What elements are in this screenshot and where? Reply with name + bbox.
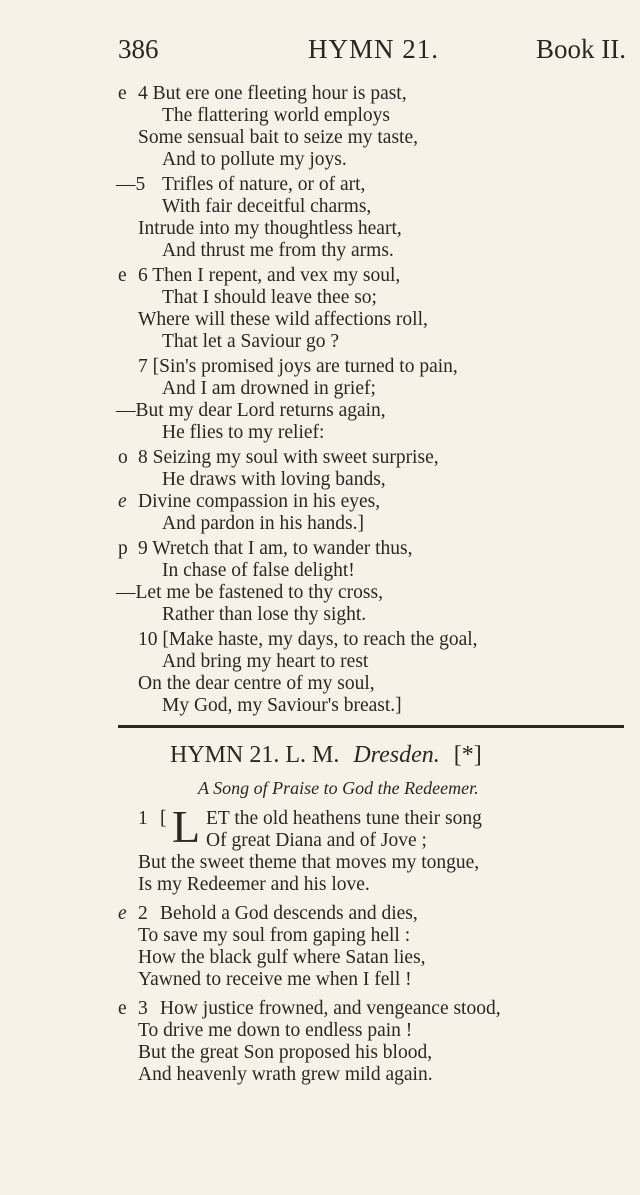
verse-line: And I am drowned in grief;	[162, 378, 376, 399]
tune-name: Dresden.	[353, 742, 440, 768]
stanza-number: 1	[138, 808, 148, 829]
verse-line: Yawned to receive me when I fell !	[138, 969, 412, 990]
stanza-marker: e	[118, 903, 127, 924]
verse-line: Is my Redeemer and his love.	[138, 874, 370, 895]
verse-line: But the sweet theme that moves my tongue,	[138, 852, 480, 873]
verse-line: Rather than lose thy sight.	[162, 604, 367, 625]
verse-line: Divine compassion in his eyes,	[138, 491, 381, 512]
verse-line: ET the old heathens tune their song	[206, 808, 482, 829]
hymn-number-meter: HYMN 21. L. M.	[170, 742, 340, 768]
verse-line: The flattering world employs	[162, 105, 390, 126]
header-title: HYMN 21.	[308, 34, 440, 64]
stanza-marker: e	[118, 491, 127, 512]
verse-line: How justice frowned, and vengeance stood,	[160, 998, 501, 1019]
bracket: [	[160, 808, 167, 829]
section-divider	[118, 725, 624, 728]
verse-line: 7 [Sin's promised joys are turned to pain,	[138, 356, 458, 377]
page-number: 386	[118, 34, 159, 64]
verse-line: And pardon in his hands.]	[162, 513, 365, 534]
hymn-flag: [*]	[453, 742, 482, 768]
verse-line: In chase of false delight!	[162, 560, 355, 581]
verse-line: Intrude into my thoughtless heart,	[138, 218, 402, 239]
hymn-subtitle: A Song of Praise to God the Redeemer.	[198, 778, 479, 798]
verse-line: And to pollute my joys.	[162, 149, 347, 170]
verse-line: My God, my Saviour's breast.]	[162, 695, 402, 716]
verse-line: Behold a God descends and dies,	[160, 903, 418, 924]
stanza-marker: e	[118, 83, 127, 104]
verse-line: To drive me down to endless pain !	[138, 1020, 413, 1041]
verse-line: 10 [Make haste, my days, to reach the goal,	[138, 629, 478, 650]
stanza-number: 3	[138, 998, 148, 1019]
verse-line: He flies to my relief:	[162, 422, 325, 443]
verse-line: 4 But ere one fleeting hour is past,	[138, 83, 407, 104]
verse-line: Trifles of nature, or of art,	[162, 174, 366, 195]
verse-line: He draws with loving bands,	[162, 469, 386, 490]
verse-line: Of great Diana and of Jove ;	[206, 830, 427, 851]
verse-line: On the dear centre of my soul,	[138, 673, 375, 694]
verse-line: That I should leave thee so;	[162, 287, 377, 308]
verse-line: 9 Wretch that I am, to wander thus,	[138, 538, 413, 559]
verse-line: That let a Saviour go ?	[162, 331, 340, 352]
verse-line: 6 Then I repent, and vex my soul,	[138, 265, 401, 286]
verse-line: With fair deceitful charms,	[162, 196, 372, 217]
drop-cap: L	[172, 801, 201, 852]
verse-line: —Let me be fastened to thy cross,	[116, 582, 383, 603]
verse-line: Some sensual bait to seize my taste,	[138, 127, 418, 148]
verse-line: 8 Seizing my soul with sweet surprise,	[138, 447, 439, 468]
stanza-marker: —5	[116, 174, 146, 195]
verse-line: How the black gulf where Satan lies,	[138, 947, 426, 968]
verse-line: Where will these wild affections roll,	[138, 309, 428, 330]
stanza-marker: p	[118, 538, 128, 559]
verse-line: And thrust me from thy arms.	[162, 240, 394, 261]
stanza-marker: e	[118, 998, 127, 1019]
stanza-number: 2	[138, 903, 148, 924]
verse-line: But the great Son proposed his blood,	[138, 1042, 433, 1063]
stanza-marker: e	[118, 265, 127, 286]
running-header	[118, 34, 626, 68]
hymn-title	[170, 742, 482, 769]
verse-line: And heavenly wrath grew mild again.	[138, 1064, 433, 1085]
stanza-marker: o	[118, 447, 128, 468]
verse-line: And bring my heart to rest	[162, 651, 369, 672]
verse-line: —But my dear Lord returns again,	[116, 400, 386, 421]
header-book: Book II.	[536, 34, 626, 64]
verse-line: To save my soul from gaping hell :	[138, 925, 411, 946]
